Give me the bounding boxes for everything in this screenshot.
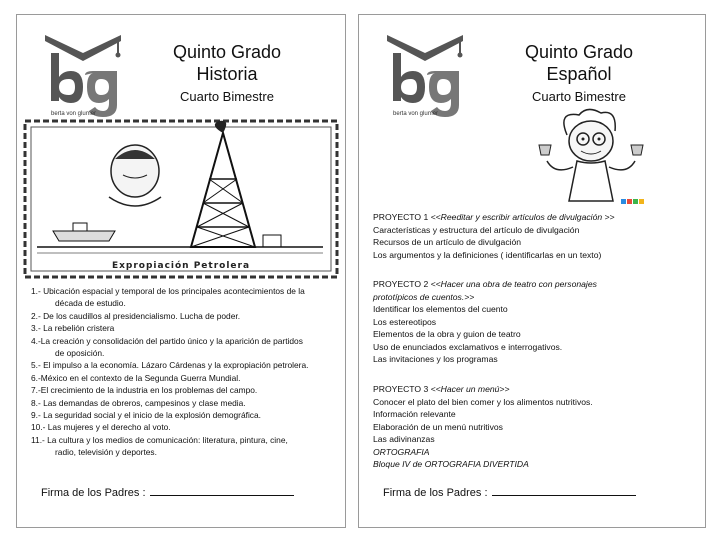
signature-field[interactable] [492,485,636,496]
historia-topics-list [31,285,337,459]
list-item: Los estereotipos [373,316,437,327]
svg-text:berta von glumer: berta von glumer [51,111,97,117]
list-item: Las invitaciones y los programas [373,354,498,364]
list-item: Identificar los elementos del cuento [373,304,508,314]
list-item: Las adivinanzas [373,434,435,444]
subject-title: Español [546,64,612,84]
school-logo [37,31,129,123]
bimester-label: Cuarto Bimestre [180,89,274,104]
school-logo [379,31,471,123]
list-item: ORTOGRAFIA [373,446,430,457]
historia-panel [16,14,346,528]
bimester-label: Cuarto Bimestre [532,89,626,104]
project-heading: PROYECTO 3 <<Hacer un menú>> [373,384,510,394]
signature-label: Firma de los Padres : [383,487,488,499]
list-item: 3.- La rebelión cristera [31,323,115,334]
subject-title: Historia [196,64,258,84]
grade-title: Quinto Grado [524,42,634,62]
signature-label: Firma de los Padres : [41,487,146,499]
project-3 [373,383,593,471]
grade-title: Quinto Grado [172,42,282,62]
list-item: Información relevante [373,409,456,419]
project-heading: PROYECTO 2 <<Hacer una obra de teatro con personajes [373,279,597,289]
list-item: 11.- La cultura y los medios de comunicación: literatura, pintura, cine, radio, televisión y deportes. [31,434,288,458]
list-item: Recursos de un artículo de divulgación [373,237,522,247]
espanol-panel [358,14,706,528]
oil-expropriation-illustration [23,119,339,279]
project-2 [373,278,597,366]
list-item: 5.- El impulso a la economía. Lázaro Cárdenas y la expropiación petrolera. [31,360,309,371]
list-item: Uso de enunciados exclamativos e interrogativos. [373,341,563,352]
parent-signature-line [383,485,636,499]
list-item: Elementos de la obra y guion de teatro [373,329,521,339]
list-item: Características y estructura del artículo de divulgación [373,224,580,235]
bvg-logo-icon [37,31,129,123]
project-1 [373,211,615,261]
list-item: 9.- La seguridad social y el inicio de la explosión demográfica. [31,410,261,421]
list-item: Conocer el plato del bien comer y los alimentos nutritivos. [373,396,593,407]
project-heading-cont: prototípicos de cuentos.>> [373,291,475,302]
project-heading: PROYECTO 1 <<Reeditar y escribir artículos de divulgación >> [373,212,615,222]
list-item: 6.-México en el contexto de la Segunda Guerra Mundial. [31,372,241,383]
list-item: 1.- Ubicación espacial y temporal de los principales acontecimientos de la década de estudio. [31,286,305,309]
list-item: Elaboración de un menú nutritivos [373,421,503,432]
list-item: 4.-La creación y consolidación del partido único y la aparición de partidos de oposición. [31,335,303,359]
illustration-caption: Expropiación Petrolera [111,261,251,271]
list-item: 7.-El crecimiento de la industria en los problemas del campo. [31,385,258,396]
parent-signature-line [41,485,294,499]
list-item: 2.- De los caudillos al presidencialismo. Lucha de poder. [31,310,241,321]
list-item: 8.- Las demandas de obreros, campesinos y clase media. [31,397,246,408]
signature-field[interactable] [150,485,294,496]
list-item: Bloque IV de ORTOGRAFIA DIVERTIDA [373,459,529,469]
scientist-illustration [517,105,667,209]
bvg-logo-icon [379,31,471,123]
svg-text:berta von glumer: berta von glumer [393,111,439,117]
list-item: 10.- Las mujeres y el derecho al voto. [31,422,171,433]
list-item: Los argumentos y la definiciones ( identificarlas en un texto) [373,249,602,260]
